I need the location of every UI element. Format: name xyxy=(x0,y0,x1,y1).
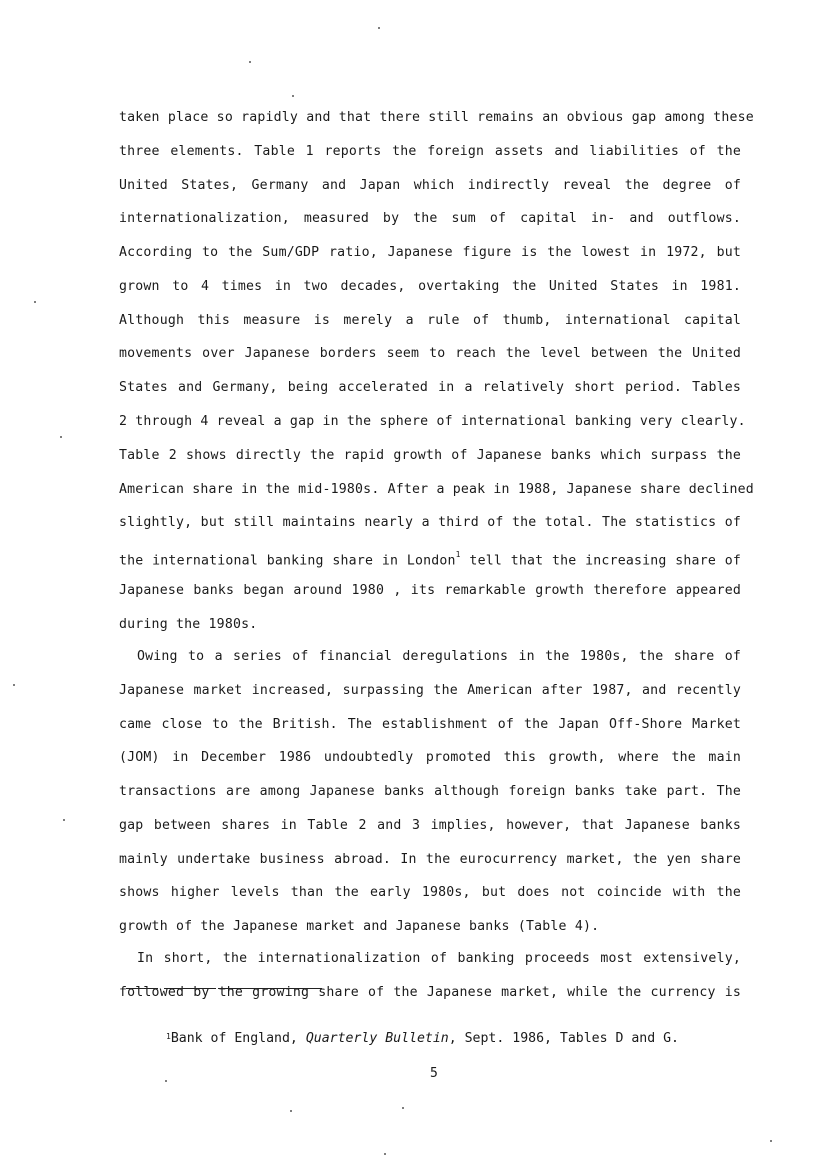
paragraph-2-line-3: came close to the British. The establishment of the Japan Off-Shore Market xyxy=(119,717,741,732)
footnote-separator xyxy=(218,988,322,989)
scan-speck xyxy=(249,61,251,63)
paragraph-2-line-5: transactions are among Japanese banks although foreign banks take part. The xyxy=(119,784,741,799)
scan-speck xyxy=(384,1153,386,1155)
scan-speck xyxy=(63,819,65,821)
paragraph-1-line-14-head: the international banking share in London xyxy=(119,553,456,569)
paragraph-2-line-7: mainly undertake business abroad. In the eurocurrency market, the yen share xyxy=(119,852,741,867)
scan-speck xyxy=(770,1140,772,1142)
paragraph-1-line-15: Japanese banks began around 1980 , its remarkable growth therefore appeared xyxy=(119,583,741,598)
paragraph-1-line-14-tail: tell that the increasing share of xyxy=(460,553,741,569)
scan-speck xyxy=(34,301,36,303)
paragraph-1-line-12: American share in the mid-1980s. After a peak in 1988, Japanese share declined xyxy=(119,482,754,497)
paragraph-1-line-3: United States, Germany and Japan which indirectly reveal the degree of xyxy=(119,178,741,193)
paragraph-1-line-10: 2 through 4 reveal a gap in the sphere of international banking very clearly. xyxy=(119,414,746,429)
footnote-mark: 1 xyxy=(166,1032,171,1041)
footnote-publication-title: Quarterly Bulletin xyxy=(305,1031,449,1046)
footnote-separator xyxy=(126,988,158,989)
paragraph-2-line-9: growth of the Japanese market and Japanese banks (Table 4). xyxy=(119,919,600,934)
scan-speck xyxy=(378,27,380,29)
paragraph-1-line-8: movements over Japanese borders seem to reach the level between the United xyxy=(119,346,741,361)
footnote xyxy=(166,1031,679,1047)
footnote-reference-mark: 1 xyxy=(455,550,461,559)
paragraph-3-line-1: In short, the internationalization of banking proceeds most extensively, xyxy=(137,951,741,966)
paragraph-2-line-1: Owing to a series of financial deregulations in the 1980s, the share of xyxy=(137,649,741,664)
paragraph-2-line-6: gap between shares in Table 2 and 3 implies, however, that Japanese banks xyxy=(119,818,741,833)
paragraph-1-line-14 xyxy=(119,549,741,569)
page-number: 5 xyxy=(430,1066,438,1081)
paragraph-1-line-2: three elements. Table 1 reports the foreign assets and liabilities of the xyxy=(119,144,741,159)
scan-speck xyxy=(292,95,294,97)
paragraph-1-line-9: States and Germany, being accelerated in a relatively short period. Tables xyxy=(119,380,741,395)
footnote-source: Bank of England, xyxy=(170,1031,306,1046)
scan-speck xyxy=(13,684,15,686)
scan-speck xyxy=(60,436,62,438)
scan-speck xyxy=(290,1110,292,1112)
paragraph-2-line-8: shows higher levels than the early 1980s, but does not coincide with the xyxy=(119,885,741,900)
scan-speck xyxy=(165,1080,167,1082)
paragraph-1-line-7: Although this measure is merely a rule of thumb, international capital xyxy=(119,313,741,328)
paragraph-1-line-6: grown to 4 times in two decades, overtaking the United States in 1981. xyxy=(119,279,741,294)
footnote-separator xyxy=(164,988,216,989)
paragraph-3-line-2: followed by the growing share of the Japanese market, while the currency is xyxy=(119,985,741,1000)
paragraph-1-line-11: Table 2 shows directly the rapid growth of Japanese banks which surpass the xyxy=(119,448,741,463)
paragraph-1-line-5: According to the Sum/GDP ratio, Japanese figure is the lowest in 1972, but xyxy=(119,245,741,260)
paragraph-1-line-13: slightly, but still maintains nearly a third of the total. The statistics of xyxy=(119,515,741,530)
paragraph-1-line-4: internationalization, measured by the sum of capital in- and outflows. xyxy=(119,211,741,226)
scan-speck xyxy=(402,1107,404,1109)
paragraph-1-line-1: taken place so rapidly and that there still remains an obvious gap among these xyxy=(119,110,754,125)
footnote-details: , Sept. 1986, Tables D and G. xyxy=(448,1031,679,1046)
paragraph-1-line-16: during the 1980s. xyxy=(119,617,258,632)
paragraph-2-line-2: Japanese market increased, surpassing the American after 1987, and recently xyxy=(119,683,741,698)
paragraph-2-line-4: (JOM) in December 1986 undoubtedly promoted this growth, where the main xyxy=(119,750,741,765)
